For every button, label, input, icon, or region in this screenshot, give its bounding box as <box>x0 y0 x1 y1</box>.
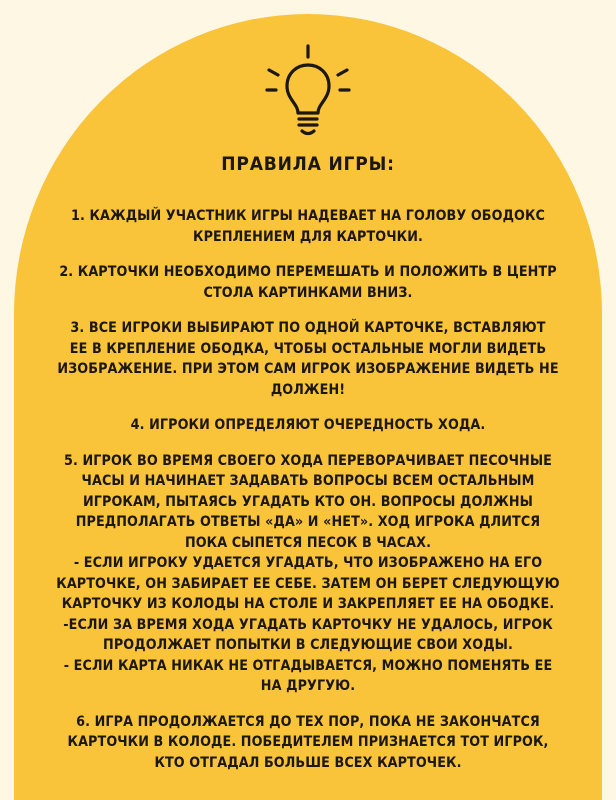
rule-line: КТО ОТГАДАЛ БОЛЬШЕ ВСЕХ КАРТОЧЕК. <box>154 754 462 771</box>
rule-line: ПРЕДПОЛАГАТЬ ОТВЕТЫ «ДА» И «НЕТ». ХОД ИГРОКА ДЛИТСЯ <box>75 514 541 530</box>
rule-line: 6. ИГРА ПРОДОЛЖАЕТСЯ ДО ТЕХ ПОР, ПОКА НЕ ЗАКОНЧАТСЯ <box>76 713 540 730</box>
rule-line: 3. ВСЕ ИГРОКИ ВЫБИРАЮТ ПО ОДНОЙ КАРТОЧКЕ, ВСТАВЛЯЮТ <box>70 320 546 336</box>
rule-line: 1. КАЖДЫЙ УЧАСТНИК ИГРЫ НАДЕВАЕТ НА ГОЛОВУ ОБОДОКС <box>70 208 545 224</box>
rule-line: КАРТОЧКЕ, ОН ЗАБИРАЕТ ЕЕ СЕБЕ. ЗАТЕМ ОН БЕРЕТ СЛЕДУЮЩУЮ <box>56 575 560 592</box>
rule-line: ЧАСЫ И НАЧИНАЕТ ЗАДАВАТЬ ВОПРОСЫ ВСЕМ ОСТАЛЬНЫМ <box>81 473 535 489</box>
rule-1 <box>50 206 566 247</box>
rules-title: ПРАВИЛА ИГРЫ: <box>221 153 395 175</box>
rule-line: ЕЕ В КРЕПЛЕНИЕ ОБОДКА, ЧТОБЫ ОСТАЛЬНЫЕ МОГЛИ ВИДЕТЬ <box>69 340 547 357</box>
rule-line: ИЗОБРАЖЕНИЕ. ПРИ ЭТОМ САМ ИГРОК ИЗОБРАЖЕНИЕ ВИДЕТЬ НЕ <box>57 361 559 377</box>
rule-line: -ЕСЛИ ЗА ВРЕМЯ ХОДА УГАДАТЬ КАРТОЧКУ НЕ УДАЛОСЬ, ИГРОК <box>63 616 553 633</box>
rule-4 <box>50 415 566 436</box>
rule-line: ПРОДОЛЖАЕТ ПОПЫТКИ В СЛЕДУЮЩИЕ СВОИ ХОДЫ. <box>103 637 513 653</box>
rule-line: ПОКА СЫПЕТСЯ ПЕСОК В ЧАСАХ. <box>184 534 432 551</box>
rule-6 <box>50 712 566 774</box>
rule-line: КРЕПЛЕНИЕМ ДЛЯ КАРТОЧКИ. <box>193 228 423 245</box>
rule-line: 2. КАРТОЧКИ НЕОБХОДИМО ПЕРЕМЕШАТЬ И ПОЛОЖИТЬ В ЦЕНТР <box>59 264 557 280</box>
rule-line: СТОЛА КАРТИНКАМИ ВНИЗ. <box>203 284 413 301</box>
rule-line: - ЕСЛИ ИГРОКУ УДАЕТСЯ УГАДАТЬ, ЧТО ИЗОБРАЖЕНО НА ЕГО <box>73 555 543 571</box>
rule-5 <box>50 451 566 697</box>
rule-line: 4. ИГРОКИ ОПРЕДЕЛЯЮТ ОЧЕРЕДНОСТЬ ХОДА. <box>130 417 486 433</box>
lightbulb-icon <box>258 42 358 142</box>
rule-line: ДОЛЖЕН! <box>270 381 346 398</box>
rule-line: 5. ИГРОК ВО ВРЕМЯ СВОЕГО ХОДА ПЕРЕВОРАЧИВАЕТ ПЕСОЧНЫЕ <box>64 452 552 469</box>
rule-line: НА ДРУГУЮ. <box>260 678 356 694</box>
rule-line: ИГРОКАМ, ПЫТАЯСЬ УГАДАТЬ КТО ОН. ВОПРОСЫ ДОЛЖНЫ <box>83 493 533 510</box>
rule-3 <box>50 318 566 400</box>
rules-content <box>50 152 566 788</box>
rule-2 <box>50 262 566 303</box>
rule-line: - ЕСЛИ КАРТА НИКАК НЕ ОТГАДЫВАЕТСЯ, МОЖНО ПОМЕНЯТЬ ЕЕ <box>63 657 553 674</box>
rule-line: КАРТОЧКУ ИЗ КОЛОДЫ НА СТОЛЕ И ЗАКРЕПЛЯЕТ ЕЕ НА ОБОДКЕ. <box>61 596 555 612</box>
rule-line: КАРТОЧКИ В КОЛОДЕ. ПОБЕДИТЕЛЕМ ПРИЗНАЕТСЯ ТОТ ИГРОК, <box>67 734 549 750</box>
rules-list <box>50 206 566 773</box>
